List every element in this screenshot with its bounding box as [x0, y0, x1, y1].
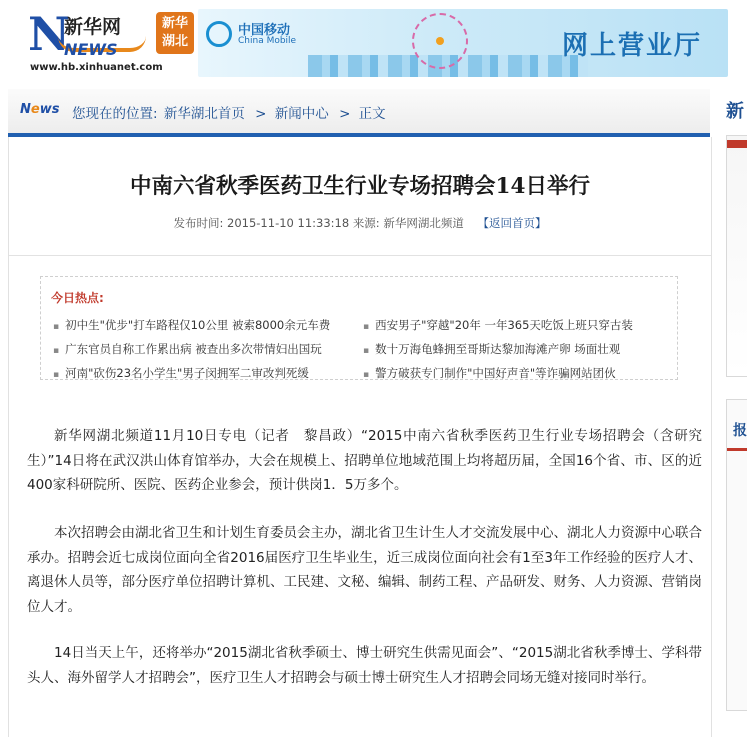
article-paragraph: 本次招聘会由湖北省卫生和计划生育委员会主办，湖北省卫生计生人才交流发展中心、湖北人力资源中心联合承办。招聘会近七成岗位面向全省2016届医疗卫生毕业生，近三成岗位面向社会有1至3年工作经验的医疗人才、离退休人员等，部分医疗单位招聘计算机、工民建、文秘、编辑、制药工程、产品研发、财务、人力资源、营销岗位人才。: [27, 525, 702, 615]
meta-time-label: 发布时间:: [173, 216, 224, 230]
sidebar-accent: [727, 448, 747, 451]
sidebar-accent: [727, 140, 747, 148]
article-paragraph: 14日当天上午，还将举办“2015湖北省秋季硕士、博士研究生供需见面会”、“2015湖北省秋季博士、学科带头人、海外留学人才招聘会”，医疗卫生人才招聘会与硕士博士研究生人才招聘会同场无缝对接同时举行。: [27, 645, 702, 686]
logo-text: 新华网: [64, 16, 122, 38]
breadcrumb: [72, 102, 388, 122]
breadcrumb-bar: [8, 89, 710, 137]
article-paragraph: 新华网湖北频道11月10日专电（记者 黎昌政）“2015中南六省秋季医药卫生行业专场招聘会（含研究生）”14日将在武汉洪山体育馆举办，大会在规模上、招聘单位地域范围上均将超历届，全国16个省、市、区的近400家科研院所、医院、医药企业参会，预计供岗1．5万多个。: [27, 428, 702, 493]
breadcrumb-item-news-center[interactable]: 新闻中心: [274, 106, 329, 122]
breadcrumb-separator: >: [255, 106, 267, 122]
china-mobile-logo-icon: [206, 21, 232, 47]
article-body: [27, 641, 702, 690]
banner-brand: 中国移动: [238, 23, 291, 38]
article-title: 中南六省秋季医药卫生行业专场招聘会14日举行: [130, 174, 590, 199]
china-mobile-banner[interactable]: [198, 9, 728, 77]
hot-news-item[interactable]: ▪ 河南"砍伤23名小学生"男子闵拥军二审改判死缓: [53, 365, 309, 381]
hot-news-item[interactable]: ▪ 广东官员自称工作累出病 被查出多次带情妇出国玩: [53, 341, 322, 357]
banner-title: 网上营业厅: [561, 31, 702, 61]
meta-source: 新华网湖北频道: [383, 216, 464, 230]
hot-news-item[interactable]: ▪ 数十万海龟蜂拥至哥斯达黎加海滩产卵 场面壮观: [363, 341, 620, 357]
meta-source-label: 来源:: [352, 216, 380, 230]
back-home-link[interactable]: 【返回首页】: [477, 216, 547, 230]
ferris-wheel-graphic: [412, 13, 468, 69]
hot-news-item[interactable]: ▪ 西安男子"穿越"20年 一年365天吃饭上班只穿古装: [363, 317, 633, 333]
hot-news-title: 今日热点:: [51, 291, 104, 305]
breadcrumb-item-home[interactable]: 新华湖北首页: [163, 106, 245, 122]
xinhua-logo[interactable]: [28, 7, 193, 76]
hot-news-item[interactable]: ▪ 警方破获专门制作"中国好声音"等诈骗网站团伙: [363, 365, 616, 381]
article-body: [27, 424, 702, 498]
right-sidebar: [720, 89, 747, 729]
logo-url: www.hb.xinhuanet.com: [30, 62, 163, 73]
meta-time: 2015-11-10 11:33:18: [227, 216, 350, 230]
logo-sub: NEWS: [64, 40, 118, 59]
article-body: [27, 521, 702, 619]
sidebar-heading: 新: [726, 101, 744, 122]
logo-badge: 新华湖北: [156, 12, 194, 54]
breadcrumb-prefix: 您现在的位置:: [72, 106, 158, 122]
news-mini-logo-icon: News: [20, 102, 60, 117]
banner-brand-en: China Mobile: [238, 36, 297, 46]
site-header: [0, 0, 740, 86]
breadcrumb-item-article[interactable]: 正文: [358, 106, 386, 122]
hot-news-item[interactable]: ▪ 初中生"优步"打车路程仅10公里 被索8000余元车费: [53, 317, 330, 333]
hot-news-box: [40, 276, 678, 380]
logo-n-glyph: N: [28, 7, 69, 61]
breadcrumb-separator: >: [339, 106, 351, 122]
article-meta: [9, 215, 711, 231]
divider: [9, 255, 711, 256]
sidebar-box: [726, 135, 747, 377]
article-panel: [8, 137, 712, 737]
sidebar-box-label: 报: [733, 423, 747, 439]
sidebar-box: [726, 399, 747, 711]
